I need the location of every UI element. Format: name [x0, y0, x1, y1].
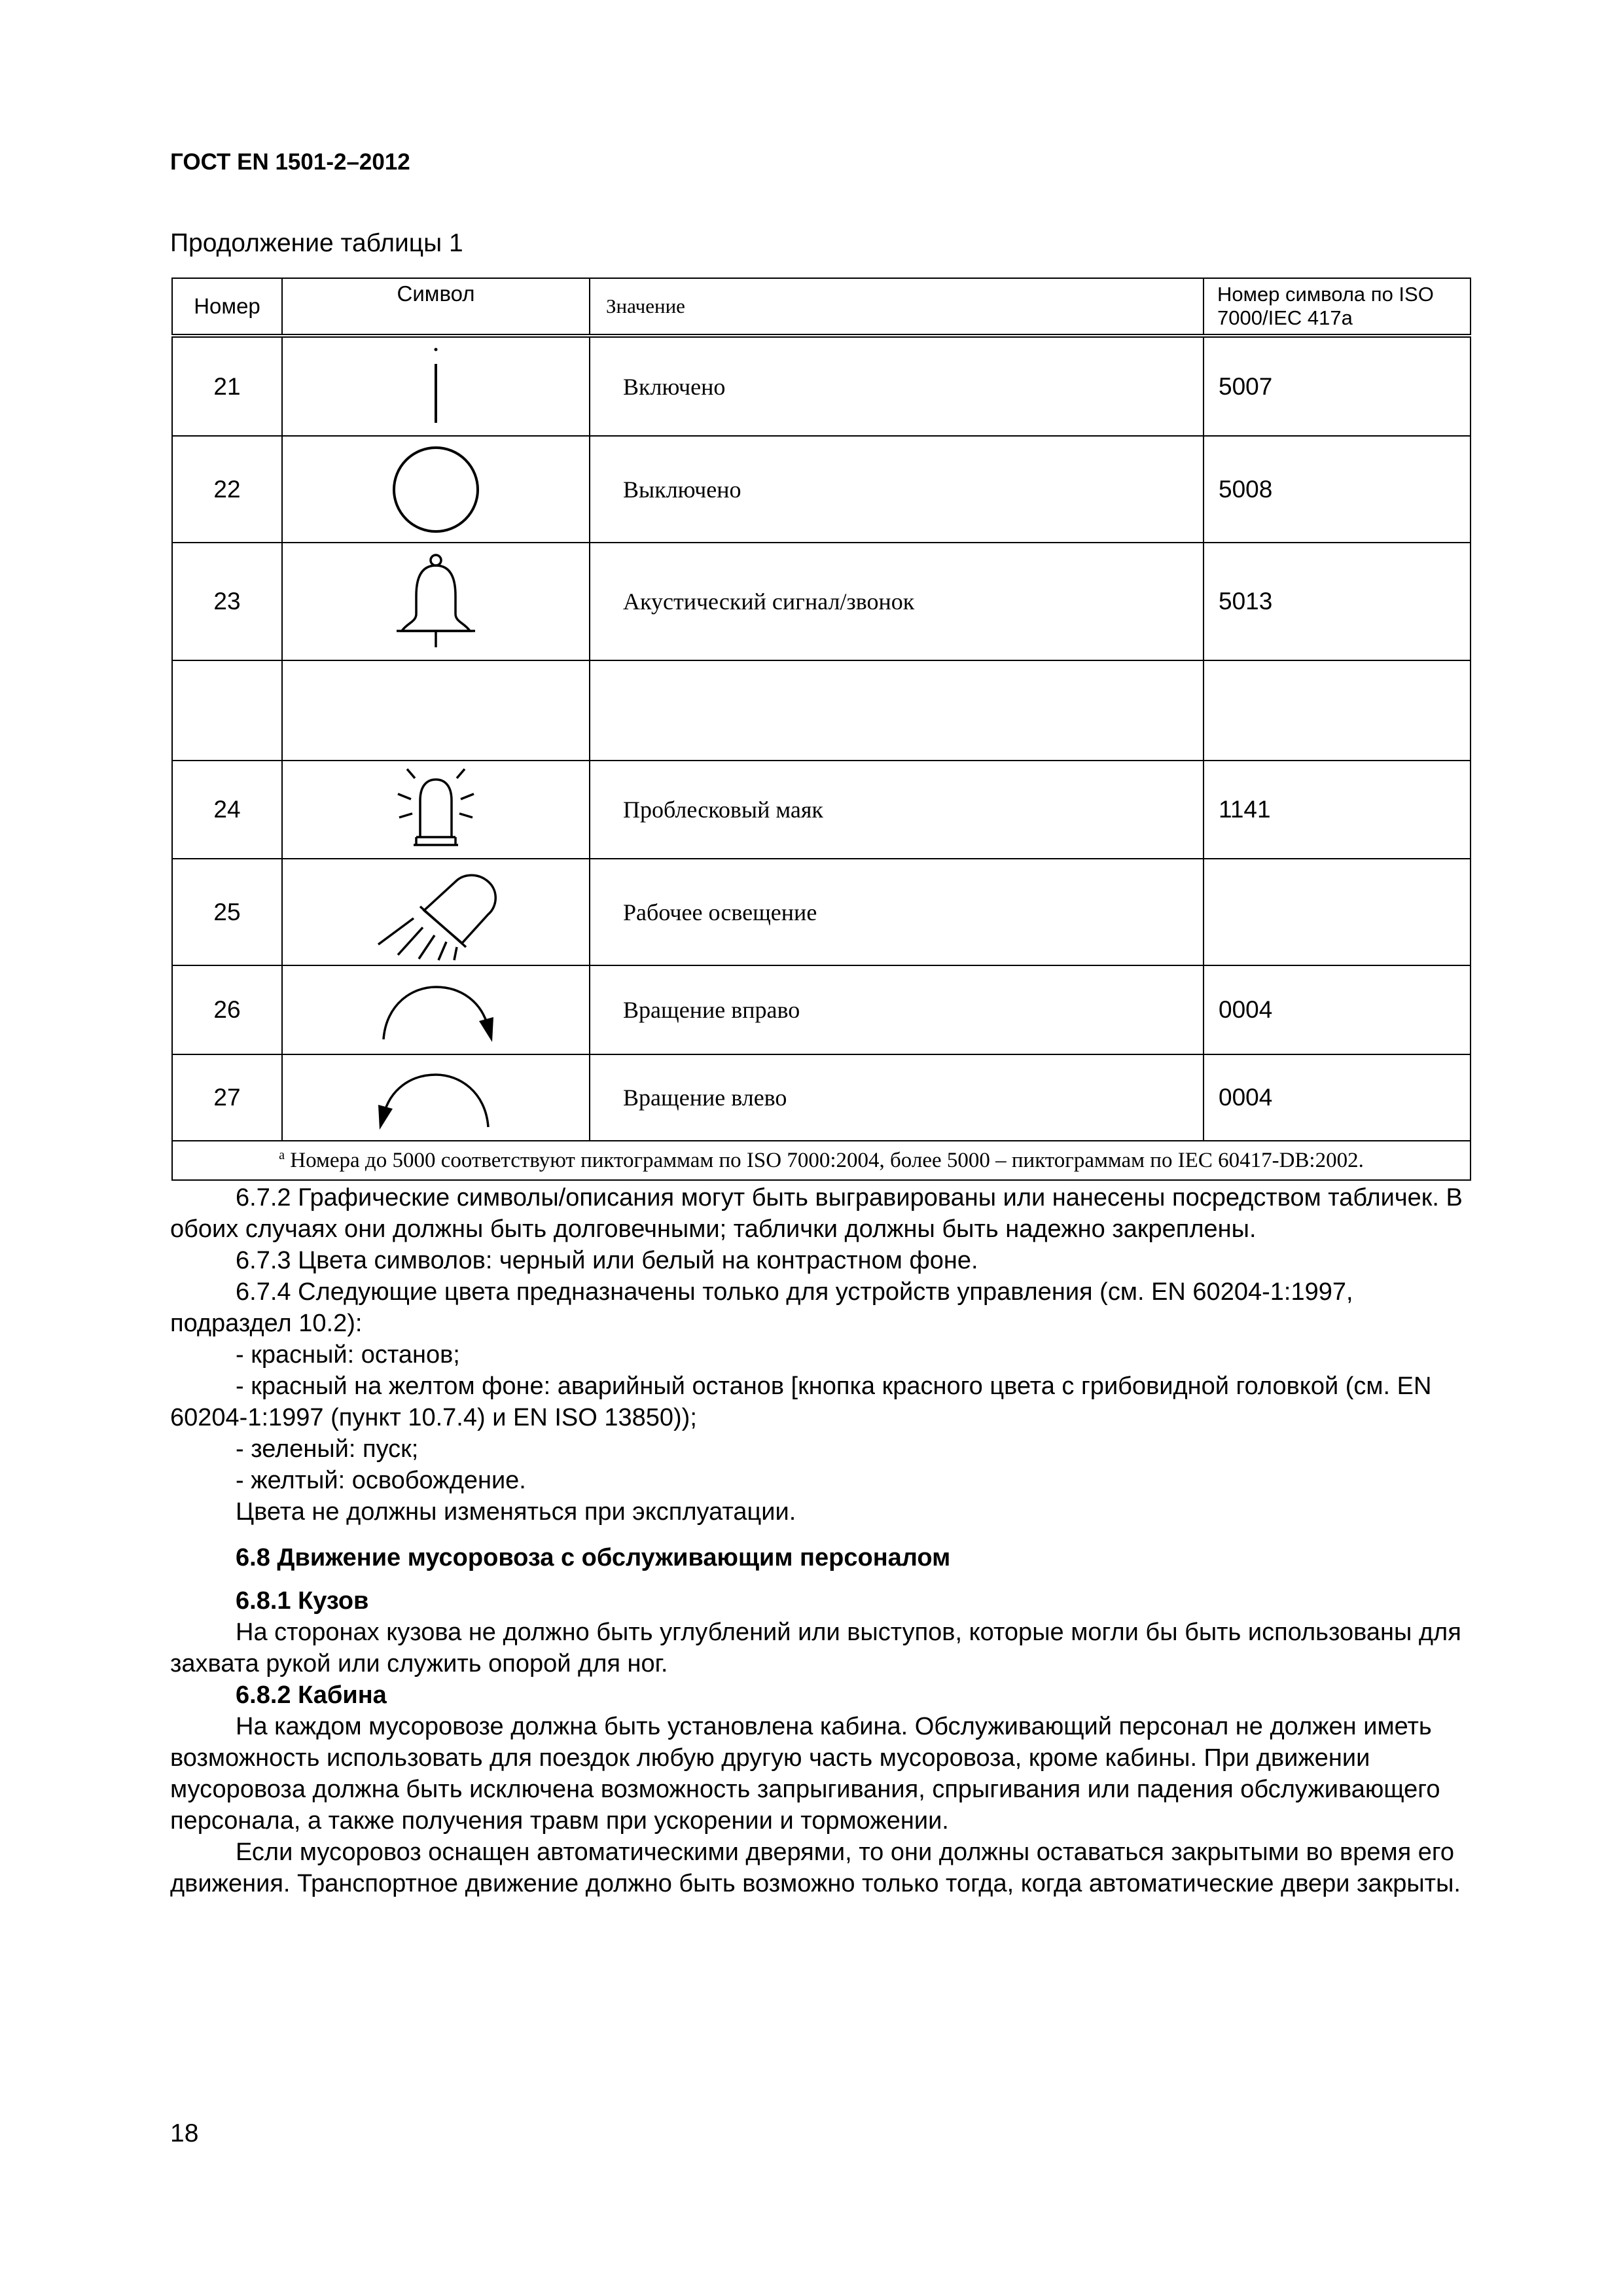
section-heading-6-8-1: 6.8.1 Кузов — [236, 1587, 369, 1615]
table-row — [172, 761, 1471, 859]
row-iso-number: 5007 — [1204, 336, 1471, 436]
row-meaning: Проблесковый маяк — [590, 761, 1204, 859]
work-light-icon — [357, 863, 514, 961]
row-meaning: Выключено — [590, 436, 1204, 543]
paragraph-6-7-4: 6.7.4 Следующие цвета предназначены только для устройств управления (см. EN 60204-1:1997, подраздел 10.2): — [170, 1278, 1353, 1337]
row-number: 26 — [172, 965, 282, 1054]
table-header-row — [172, 278, 1471, 336]
row-iso-number: 0004 — [1204, 965, 1471, 1054]
rotate-left-icon — [370, 1062, 501, 1134]
row-number: 25 — [172, 859, 282, 965]
table-row — [172, 436, 1471, 543]
paragraph-6-7-3: 6.7.3 Цвета символов: черный или белый на контрастном фоне. — [236, 1247, 978, 1274]
table-row-empty — [172, 660, 1471, 761]
row-meaning: Включено — [590, 336, 1204, 436]
table-row — [172, 965, 1471, 1054]
list-item-red-on-yellow: - красный на желтом фоне: аварийный останов [кнопка красного цвета с грибовидной головкой (см. EN 60204-1:1997 (пункт 10.7.4) и EN ISO 13850)); — [170, 1372, 1432, 1431]
column-header-meaning: Значение — [590, 278, 1204, 336]
column-header-symbol: Символ — [282, 278, 590, 336]
table-row — [172, 1054, 1471, 1141]
power-off-icon — [387, 440, 485, 539]
row-symbol — [282, 965, 590, 1054]
row-symbol — [282, 336, 590, 436]
row-number: 23 — [172, 543, 282, 660]
row-iso-number: 5008 — [1204, 436, 1471, 543]
row-symbol — [282, 859, 590, 965]
list-item-green: - зеленый: пуск; — [236, 1435, 419, 1463]
list-item-red: - красный: останов; — [236, 1341, 460, 1369]
body-text — [170, 1182, 1466, 1899]
paragraph-body: На сторонах кузова не должно быть углублений или выступов, которые могли бы быть использованы для захвата рукой или служить опорой для ног. — [170, 1619, 1461, 1677]
row-iso-number — [1204, 859, 1471, 965]
list-item-yellow: - желтый: освобождение. — [236, 1467, 526, 1494]
row-number — [172, 660, 282, 761]
row-iso-number: 5013 — [1204, 543, 1471, 660]
footnote-mark: a — [279, 1148, 285, 1162]
table-footnote — [172, 1141, 1471, 1180]
row-iso-number: 0004 — [1204, 1054, 1471, 1141]
column-header-number: Номер — [172, 278, 282, 336]
document-id: ГОСТ EN 1501-2–2012 — [170, 149, 410, 175]
row-meaning: Вращение вправо — [590, 965, 1204, 1054]
row-number: 24 — [172, 761, 282, 859]
beacon-icon — [383, 764, 488, 855]
paragraph-doors: Если мусоровоз оснащен автоматическими дверями, то они должны оставаться закрытыми во время его движения. Транспортное движение должно быть возможно только тогда, когда автоматические двери закрыты. — [170, 1839, 1461, 1897]
bell-icon — [390, 552, 482, 651]
row-number: 22 — [172, 436, 282, 543]
row-meaning: Акустический сигнал/звонок — [590, 543, 1204, 660]
row-meaning: Рабочее освещение — [590, 859, 1204, 965]
row-symbol — [282, 1054, 590, 1141]
column-header-iso: Номер символа по ISO 7000/IEC 417a — [1204, 278, 1471, 336]
row-symbol — [282, 436, 590, 543]
row-iso-number — [1204, 660, 1471, 761]
paragraph-cabin: На каждом мусоровозе должна быть установлена кабина. Обслуживающий персонал не должен иметь возможность использовать для поездок любую другую часть мусоровоза, кроме кабины. При движении мусоровоза должна быть исключена возможность запрыгивания, спрыгивания или падения обслуживающего персонала, а также получения травм при ускорении и торможении. — [170, 1713, 1440, 1835]
row-meaning: Вращение влево — [590, 1054, 1204, 1141]
rotate-right-icon — [370, 974, 501, 1046]
section-heading-6-8: 6.8 Движение мусоровоза с обслуживающим персоналом — [236, 1544, 951, 1571]
table-row — [172, 859, 1471, 965]
section-heading-6-8-2: 6.8.2 Кабина — [236, 1681, 387, 1709]
symbols-table — [171, 278, 1471, 1181]
table-row — [172, 543, 1471, 660]
paragraph-6-7-2: 6.7.2 Графические символы/описания могут быть выгравированы или нанесены посредством табличек. В обоих случаях они должны быть долговечными; таблички должны быть надежно закреплены. — [170, 1184, 1463, 1243]
table-caption: Продолжение таблицы 1 — [170, 229, 463, 257]
row-number: 21 — [172, 336, 282, 436]
row-symbol — [282, 543, 590, 660]
row-number: 27 — [172, 1054, 282, 1141]
page-number: 18 — [170, 2119, 199, 2147]
row-symbol — [282, 761, 590, 859]
table-row — [172, 336, 1471, 436]
row-symbol — [282, 660, 590, 761]
paragraph-colors-note: Цвета не должны изменяться при эксплуатации. — [236, 1498, 796, 1526]
footnote-text: Номера до 5000 соответствуют пиктограммам по ISO 7000:2004, более 5000 – пиктограммам по IEC 60417-DB:2002. — [290, 1149, 1364, 1172]
row-meaning — [590, 660, 1204, 761]
table-footnote-row — [172, 1141, 1471, 1180]
row-iso-number: 1141 — [1204, 761, 1471, 859]
power-on-icon — [423, 344, 449, 429]
